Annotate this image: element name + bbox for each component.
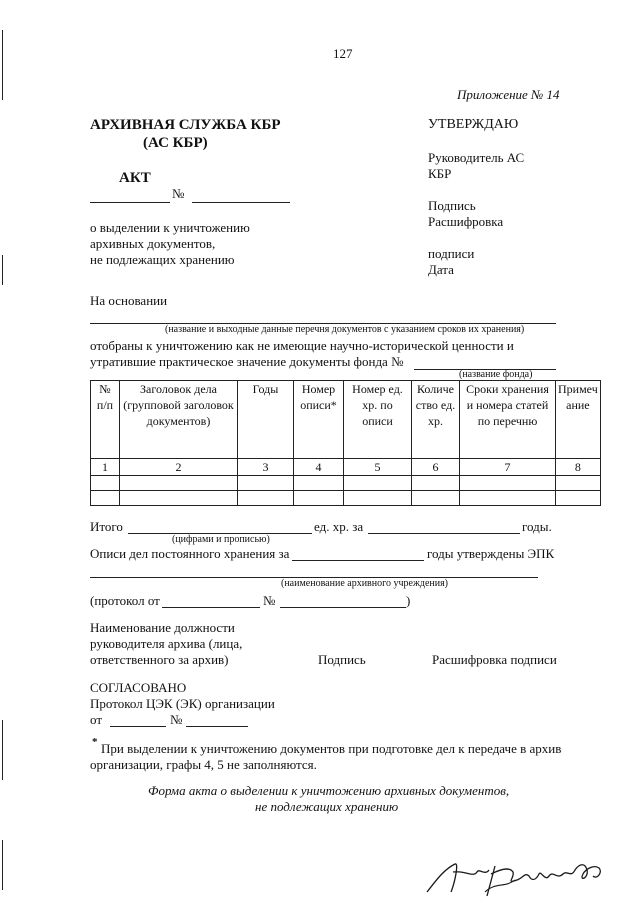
protocol-end: ) [406, 593, 411, 608]
total-mid: ед. хр. за [314, 519, 364, 534]
column-header: Сроки хранения и номера статей по перечню [460, 381, 556, 459]
subject-line: не подлежащих хранению [90, 252, 235, 267]
margin-mark [2, 720, 3, 780]
protocol-number-line [280, 607, 406, 608]
column-number: 1 [91, 459, 120, 476]
column-number: 2 [120, 459, 238, 476]
fund-note: (название фонда) [459, 369, 533, 380]
table-number-row [91, 459, 601, 476]
position-line: руководителя архива (лица, [90, 636, 243, 651]
org-name: АРХИВНАЯ СЛУЖБА КБР [90, 117, 281, 133]
approve-title: УТВЕРЖДАЮ [428, 117, 519, 132]
agreed-number-line [186, 726, 248, 727]
form-caption: Форма акта о выделении к уничтожению архивных документов, [148, 783, 510, 798]
inventory-line [292, 560, 424, 561]
basis-label: На основании [90, 293, 168, 308]
column-number: 4 [294, 459, 344, 476]
org-abbr: (АС КБР) [143, 135, 208, 151]
column-number: 3 [238, 459, 294, 476]
column-header: Количе ство ед. хр. [412, 381, 460, 459]
position-line: ответственного за архив) [90, 652, 229, 667]
protocol-label: (протокол от [90, 593, 160, 608]
position-decode: Расшифровка подписи [432, 652, 557, 667]
margin-mark [2, 840, 3, 890]
selected-text: отобраны к уничтожению как не имеющие научно-исторической ценности и [90, 338, 514, 353]
act-date-line [90, 202, 170, 203]
footnote-text: При выделении к уничтожению документов при подготовке дел к передаче в архив [101, 741, 562, 756]
column-header: № п/п [91, 381, 120, 459]
column-number: 6 [412, 459, 460, 476]
margin-mark [2, 30, 3, 100]
subject-line: о выделении к уничтожению [90, 220, 250, 235]
column-header: Номер ед. хр. по описи [344, 381, 412, 459]
table-row [91, 476, 601, 491]
total-end: годы. [522, 519, 552, 534]
selected-text: утратившие практическое значение документы фонда № [90, 354, 404, 369]
position-line: Наименование должности [90, 620, 235, 635]
agreed-title: СОГЛАСОВАНО [90, 680, 187, 695]
column-header: Годы [238, 381, 294, 459]
agreed-no: № [170, 712, 183, 727]
subject-line: архивных документов, [90, 236, 216, 251]
act-number-line [192, 202, 290, 203]
archive-note: (наименование архивного учреждения) [281, 578, 449, 589]
documents-table [90, 380, 601, 506]
column-number: 7 [460, 459, 556, 476]
approve-line: КБР [428, 166, 452, 181]
approve-line: Руководитель АС [428, 150, 525, 165]
table-row [91, 491, 601, 506]
footnote-mark: * [92, 736, 98, 748]
table-header-row [91, 381, 601, 459]
footnote-text: организации, графы 4, 5 не заполняются. [90, 757, 317, 772]
position-sign: Подпись [318, 652, 366, 667]
act-title: АКТ [119, 170, 151, 186]
total-label: Итого [90, 519, 123, 534]
agreed-from: от [90, 712, 103, 727]
protocol-date-line [162, 607, 260, 608]
act-number-label: № [172, 186, 185, 201]
agreed-protocol: Протокол ЦЭК (ЭК) организации [90, 696, 275, 711]
handwritten-signature [425, 852, 605, 902]
agreed-date-line [110, 726, 166, 727]
basis-note: (название и выходные данные перечня документов с указанием сроков их хранения) [165, 324, 525, 335]
column-number: 5 [344, 459, 412, 476]
column-header: Заголовок дела (групповой заголовок документов) [120, 381, 238, 459]
column-number: 8 [556, 459, 601, 476]
form-caption: не подлежащих хранению [255, 799, 399, 814]
protocol-no: № [263, 593, 276, 608]
column-header: Номер описи* [294, 381, 344, 459]
margin-mark [2, 255, 3, 285]
total-years-line [368, 533, 520, 534]
approve-line: Подпись [428, 198, 476, 213]
column-header: Примеч ание [556, 381, 601, 459]
page-number: 127 [333, 46, 353, 61]
inventory-text: Описи дел постоянного хранения за [90, 546, 290, 561]
approve-line: Дата [428, 262, 454, 277]
appendix-label: Приложение № 14 [457, 87, 560, 102]
approve-line: подписи [428, 246, 475, 261]
inventory-end: годы утверждены ЭПК [427, 546, 555, 561]
approve-line: Расшифровка [428, 214, 504, 229]
total-note: (цифрами и прописью) [172, 534, 270, 545]
